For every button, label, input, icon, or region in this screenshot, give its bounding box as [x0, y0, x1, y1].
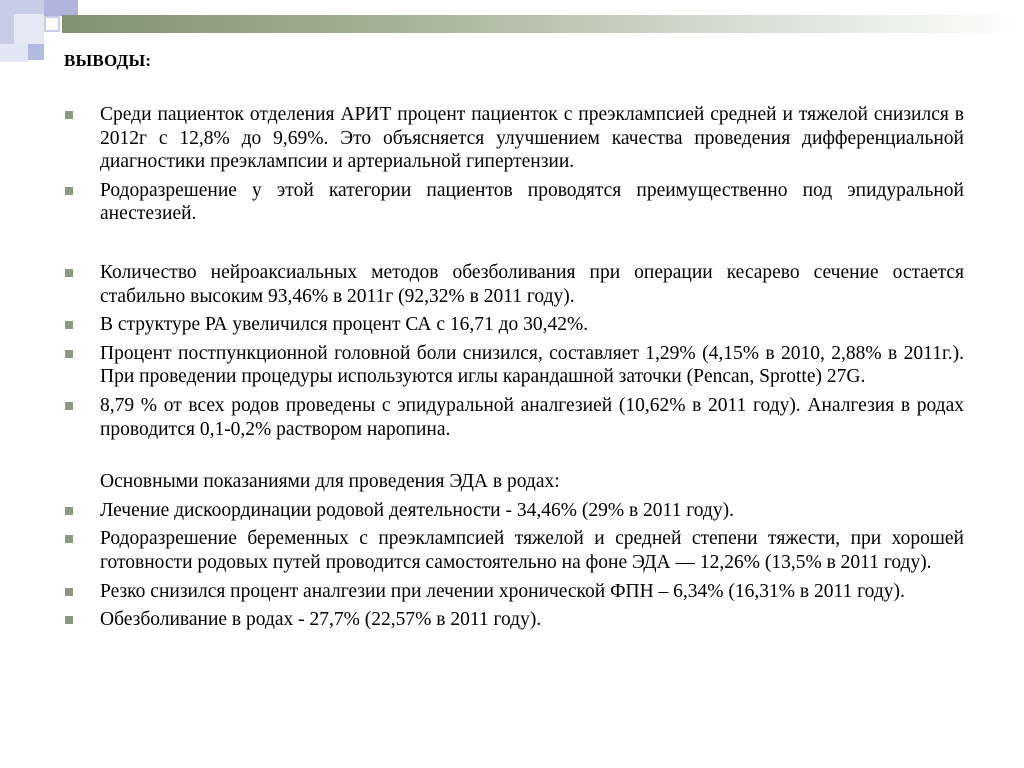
list-item-text: Родоразрешение у этой категории пациентов проводятся преимущественно под эпидуральной анестезией.: [100, 179, 964, 225]
square-bullet-icon: [65, 187, 73, 195]
list-item-text: Родоразрешение беременных с преэклампсией тяжелой и средней степени тяжести, при хорошей готовности родовых путей проводится самостоятельно на фоне ЭДА — 12,26% (13,5% в 2011 году).: [100, 528, 964, 573]
corner-square-decoration: [28, 44, 44, 60]
list-item: [64, 394, 964, 441]
list-item: [64, 103, 964, 174]
square-bullet-icon: [65, 269, 73, 277]
spacer: [64, 231, 964, 261]
corner-square-decoration: [44, 0, 78, 16]
list-item: [64, 499, 964, 523]
list-item: [64, 608, 964, 632]
list-item: [64, 261, 964, 308]
square-bullet-icon: [65, 535, 73, 543]
corner-square-decoration: [0, 44, 28, 62]
list-item: [64, 313, 964, 337]
section-heading: [64, 470, 964, 494]
list-item-text: Среди пациенток отделения АРИТ процент пациенток с преэклампсией средней и тяжелой снизился в 2012г с 12,8% до 9,69%. Это объясняется улучшением качества проведения дифференциальной диагностики преэклампсии и артериальной гипертензии.: [100, 104, 964, 173]
list-item: [64, 580, 964, 604]
section-heading-text: Основными показаниями для проведения ЭДА в родах:: [100, 471, 560, 493]
list-item-text: В структуре РА увеличился процент СА с 16,71 до 30,42%.: [100, 314, 589, 336]
slide-title: ВЫВОДЫ:: [64, 51, 152, 70]
list-item-text: Процент постпункционной головной боли снизился, составляет 1,29% (4,15% в 2010, 2,88% в 2011г.). При проведении процедуры используются иглы карандашной заточки (Pencan, Sprotte) 27G.: [100, 342, 964, 388]
list-item-text: Обезболивание в родах - 27,7% (22,57% в 2011 году).: [100, 609, 542, 631]
list-item-text: Резко снизился процент аналгезии при лечении хронической ФПН – 6,34% (16,31% в 2011 году).: [100, 580, 905, 602]
square-bullet-icon: [65, 402, 73, 410]
list-item: [64, 179, 964, 226]
square-bullet-icon: [65, 616, 73, 624]
list-item-text: Количество нейроаксиальных методов обезболивания при операции кесарево сечение остается стабильно высоким 93,46% в 2011г (92,32% в 2011 году).: [100, 261, 964, 307]
spacer: [64, 446, 964, 470]
conclusions-list: [64, 103, 964, 637]
header-gradient-bar: [62, 15, 1024, 33]
square-bullet-icon: [65, 588, 73, 596]
list-item-text: 8,79 % от всех родов проведены с эпидуральной аналгезией (10,62% в 2011 году). Аналгезия в родах проводится 0,1-0,2% раствором наропина.: [100, 394, 964, 440]
corner-square-decoration: [44, 16, 60, 32]
list-item: [64, 527, 964, 574]
list-item: [64, 342, 964, 389]
square-bullet-icon: [65, 350, 73, 358]
list-item-text: Лечение дискоординации родовой деятельности - 34,46% (29% в 2011 году).: [100, 499, 734, 521]
square-bullet-icon: [65, 507, 73, 515]
corner-square-decoration: [14, 14, 44, 44]
square-bullet-icon: [65, 111, 73, 119]
square-bullet-icon: [65, 321, 73, 329]
